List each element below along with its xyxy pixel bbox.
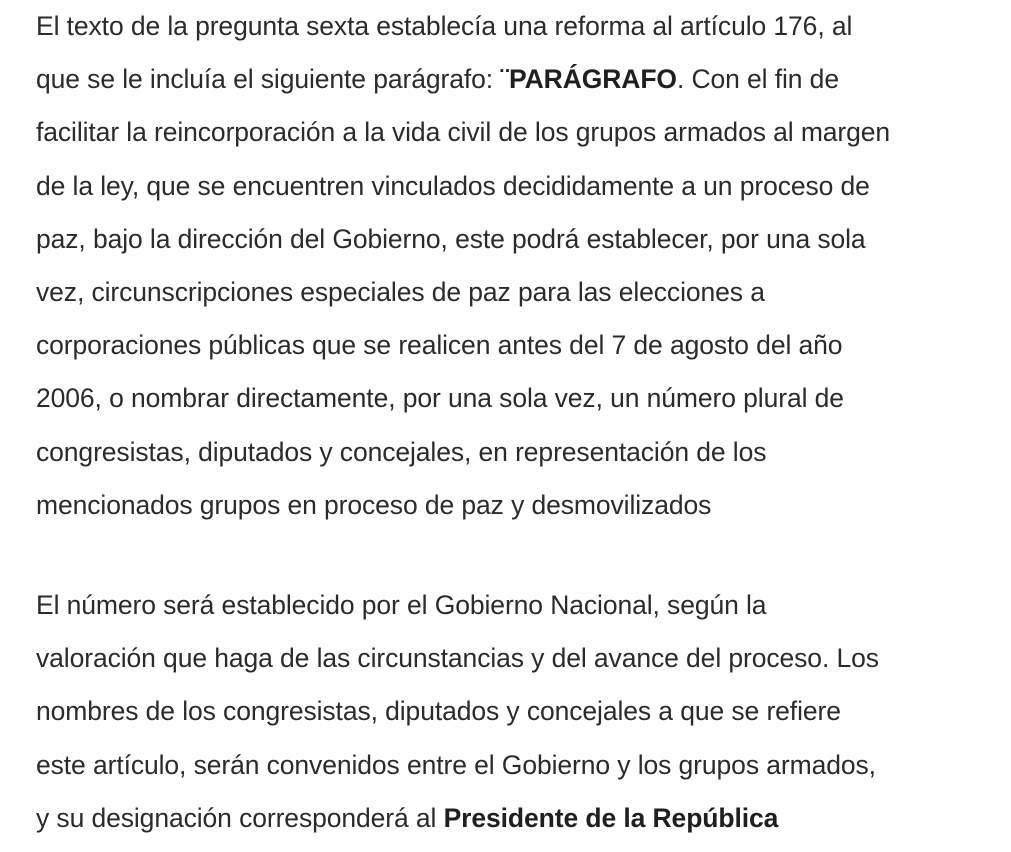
- text-segment: y su designación corresponderá al: [36, 802, 444, 833]
- bold-term-presidente: Presidente de la República: [443, 802, 779, 833]
- text-segment: . Con el fin de: [676, 64, 839, 95]
- article-body: [36, 0, 1008, 845]
- text-line: valoración que haga de las circunstancias y del avance del proceso. Los: [36, 643, 879, 674]
- text-line: El número será establecido por el Gobierno Nacional, según la: [36, 590, 767, 621]
- text-line: vez, circunscripciones especiales de paz para las elecciones a: [36, 277, 765, 308]
- text-line: El texto de la pregunta sexta establecía una reforma al artículo 176, al: [36, 11, 853, 41]
- text-line: mencionados grupos en proceso de paz y desmovilizados: [36, 489, 712, 520]
- text-line: este artículo, serán convenidos entre el Gobierno y los grupos armados,: [36, 749, 876, 780]
- text-line: paz, bajo la dirección del Gobierno, este podrá establecer, por una sola: [36, 223, 866, 254]
- text-line: 2006, o nombrar directamente, por una sola vez, un número plural de: [36, 383, 844, 414]
- text-line: facilitar la reincorporación a la vida civil de los grupos armados al margen: [36, 117, 891, 148]
- quote-mark: ¨: [500, 64, 510, 95]
- text-segment: que se le incluía el siguiente parágrafo:: [36, 64, 501, 95]
- text-line: corporaciones públicas que se realicen antes del 7 de agosto del año: [36, 330, 843, 361]
- text-line: [36, 792, 1008, 845]
- text-line: congresistas, diputados y concejales, en representación de los: [36, 436, 767, 467]
- paragraph-2: [36, 579, 1008, 845]
- text-line: nombres de los congresistas, diputados y concejales a que se refiere: [36, 696, 841, 727]
- text-line: de la ley, que se encuentren vinculados decididamente a un proceso de: [36, 170, 870, 201]
- bold-term-paragrafo: PARÁGRAFO: [509, 64, 677, 95]
- text-line: [36, 53, 1008, 106]
- paragraph-1: [36, 0, 1008, 532]
